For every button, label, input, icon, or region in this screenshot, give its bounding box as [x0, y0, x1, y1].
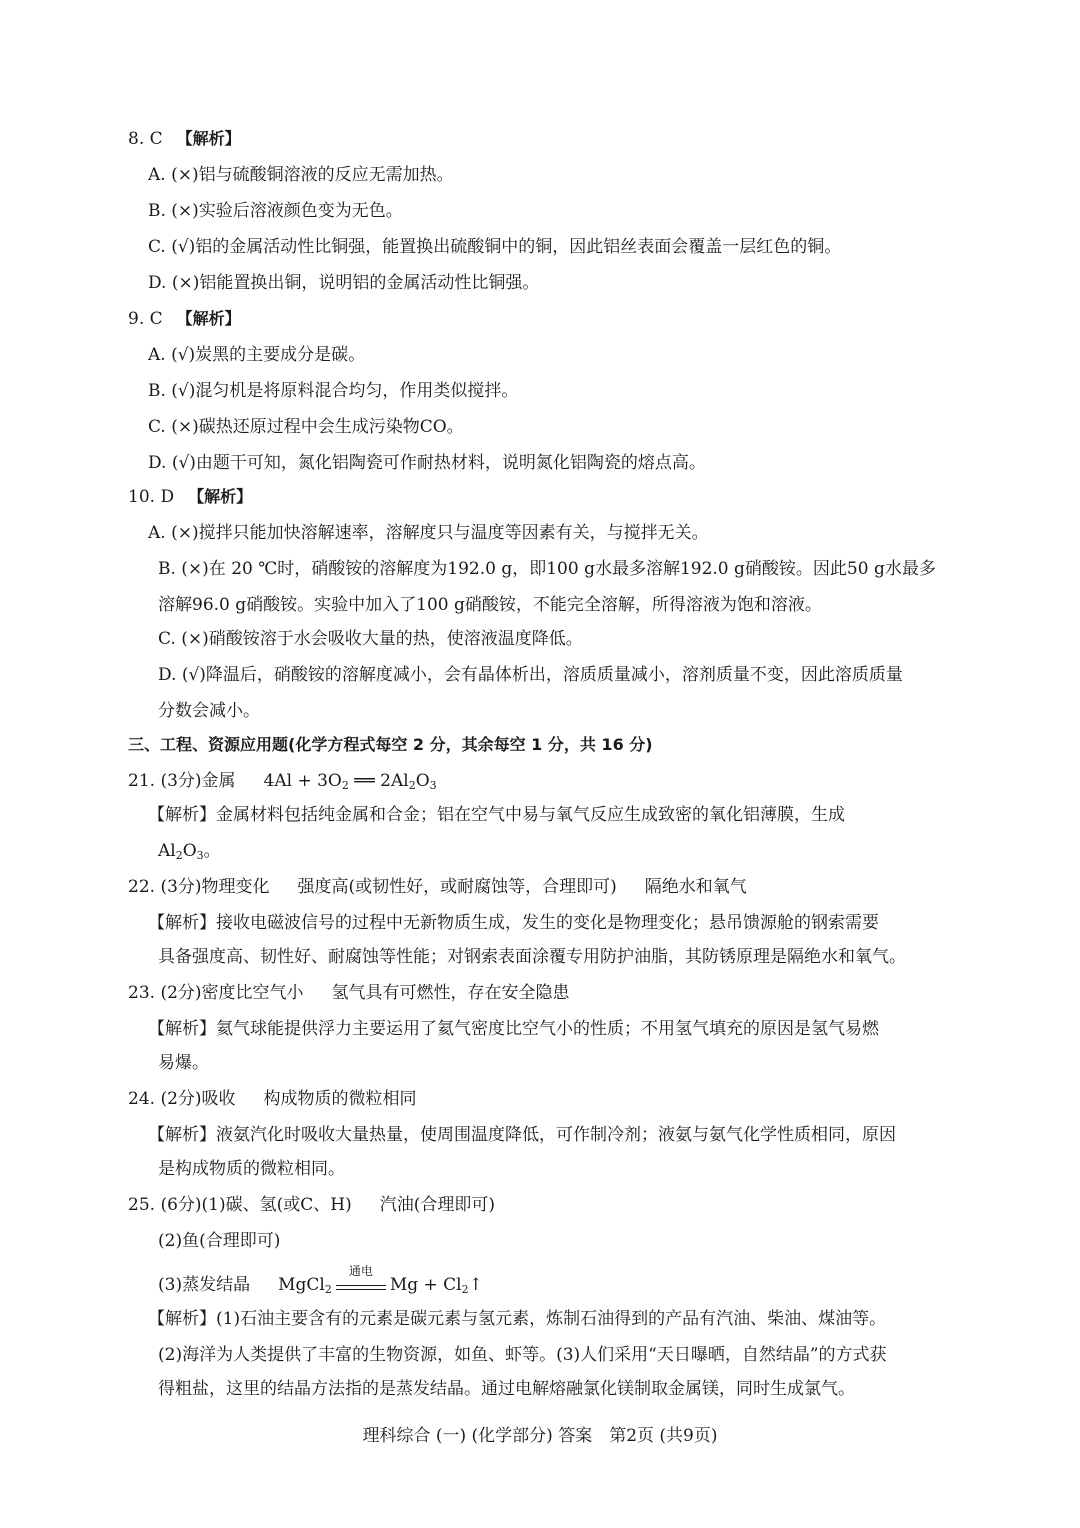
q25-explanation-line1: 【解析】(1)石油主要含有的元素是碳元素与氢元素，炼制石油得到的产品有汽油、柴油、煤油等。 — [148, 1309, 887, 1329]
q23-answer — [128, 981, 570, 1005]
q21-eq-sub1: 2 — [341, 779, 349, 792]
q24-head: 24. (2分)吸收 — [128, 1089, 236, 1109]
q9-answer: 9. C — [128, 309, 163, 329]
q25-answer-2: (2)鱼(合理即可) — [158, 1231, 281, 1251]
q25-head: 25. (6分)(1)碳、氢(或C、H) — [128, 1195, 352, 1215]
q21-eq-right-o: O — [415, 771, 430, 791]
q8-answer: 8. C — [128, 129, 163, 149]
q10-option-d-line1: D. (√)降温后，硝酸铵的溶解度减小，会有晶体析出，溶质质量减小，溶剂质量不变，因此溶质质量 — [158, 665, 903, 685]
q21-eq-left: 4Al + 3O — [263, 771, 342, 791]
q25-eq-sub2: 2 — [461, 1283, 469, 1296]
q25-equation — [278, 1263, 483, 1296]
q25-explanation-line2: (2)海洋为人类提供了丰富的生物资源，如鱼、虾等。(3)人们采用“天日曝晒，自然结晶”的方式获 — [158, 1345, 887, 1365]
q22-explanation-line1: 【解析】接收电磁波信号的过程中无新物质生成，发生的变化是物理变化；悬吊馈源舱的钢索需要 — [148, 913, 879, 933]
q25-answer-3-text: (3)蒸发结晶 — [158, 1275, 251, 1295]
q25-eq-condition-sign — [336, 1263, 386, 1298]
q10-option-d-line2: 分数会减小。 — [158, 701, 260, 721]
q24-explanation-line1: 【解析】液氨汽化时吸收大量热量，使周围温度降低，可作制冷剂；液氨与氨气化学性质相同，原因 — [148, 1125, 896, 1145]
q21-eq-sub3: 3 — [429, 779, 437, 792]
q10-option-c: C. (×)硝酸铵溶于水会吸收大量的热，使溶液温度降低。 — [158, 629, 583, 649]
q21-exp-o: O — [182, 841, 197, 861]
q25-answer — [128, 1193, 495, 1217]
q10-option-b-line1: B. (×)在 20 ℃时，硝酸铵的溶解度为192.0 g，即100 g水最多溶解192.0 g硝酸铵。因此50 g水最多 — [158, 559, 936, 579]
q25-eq-right: Mg + Cl — [389, 1275, 462, 1295]
q21-eq-sub2: 2 — [408, 779, 416, 792]
q23-head: 23. (2分)密度比空气小 — [128, 983, 304, 1003]
q25-eq-gas-arrow: ↑ — [468, 1275, 483, 1295]
q25-eq-mgcl: MgCl — [278, 1275, 325, 1295]
q10-option-b-line2: 溶解96.0 g硝酸铵。实验中加入了100 g硝酸铵，不能完全溶解，所得溶液为饱和溶液。 — [158, 595, 822, 615]
q9-header — [128, 307, 241, 331]
q9-option-c: C. (×)碳热还原过程中会生成污染物CO。 — [148, 417, 464, 437]
q22-answer-2: 强度高(或韧性好，或耐腐蚀等，合理即可) — [297, 877, 617, 897]
q25-answer-1b: 汽油(合理即可) — [379, 1195, 495, 1215]
q10-answer: 10. D — [128, 487, 175, 507]
q25-answer-3 — [158, 1263, 483, 1298]
section-3-heading: 三、工程、资源应用题(化学方程式每空 2 分，其余每空 1 分，共 16 分) — [128, 735, 653, 754]
q21-eq-sign: ══ — [354, 771, 375, 791]
q21-exp-sub1: 2 — [175, 849, 183, 862]
q22-answer-3: 隔绝水和氧气 — [644, 877, 747, 897]
q25-eq-condition: 通电 — [348, 1263, 373, 1278]
q23-answer-2: 氢气具有可燃性，存在安全隐患 — [331, 983, 570, 1003]
q25-explanation-line3: 得粗盐，这里的结晶方法指的是蒸发结晶。通过电解熔融氯化镁制取金属镁，同时生成氯气。 — [158, 1379, 855, 1399]
q21-explanation-line1: 【解析】金属材料包括纯金属和合金；铝在空气中易与氧气反应生成致密的氧化铝薄膜，生成 — [148, 805, 845, 825]
q24-answer — [128, 1087, 417, 1111]
q21-equation — [264, 771, 437, 791]
q9-option-a: A. (√)炭黑的主要成分是碳。 — [148, 345, 366, 365]
q10-header — [128, 485, 252, 509]
q8-option-d: D. (×)铝能置换出铜，说明铝的金属活动性比铜强。 — [148, 273, 540, 293]
q10-option-a: A. (×)搅拌只能加快溶解速率，溶解度只与温度等因素有关，与搅拌无关。 — [148, 523, 709, 543]
q9-analysis-tag: 【解析】 — [176, 309, 241, 328]
q21-exp-period: 。 — [203, 841, 221, 861]
q22-head: 22. (3分)物理变化 — [128, 877, 270, 897]
q24-answer-2: 构成物质的微粒相同 — [263, 1089, 417, 1109]
q23-explanation-line1: 【解析】氦气球能提供浮力主要运用了氦气密度比空气小的性质；不用氢气填充的原因是氢气易燃 — [148, 1019, 879, 1039]
q8-header — [128, 127, 241, 151]
q21-eq-right: 2Al — [380, 771, 409, 791]
q10-analysis-tag: 【解析】 — [188, 487, 253, 506]
q21-answer — [128, 769, 437, 793]
q8-analysis-tag: 【解析】 — [176, 129, 241, 148]
q25-eq-sub1: 2 — [324, 1283, 332, 1296]
q8-option-b: B. (×)实验后溶液颜色变为无色。 — [148, 201, 403, 221]
q9-option-b: B. (√)混匀机是将原料混合均匀，作用类似搅拌。 — [148, 381, 519, 401]
q21-head: 21. (3分)金属 — [128, 771, 236, 791]
q22-explanation-line2: 具备强度高、韧性好、耐腐蚀等性能；对钢索表面涂覆专用防护油脂，其防锈原理是隔绝水和氧气。 — [158, 947, 906, 967]
q21-exp-al: Al — [158, 841, 176, 861]
q23-explanation-line2: 易爆。 — [158, 1053, 209, 1073]
q21-exp-sub2: 3 — [196, 849, 204, 862]
q22-answer — [128, 875, 747, 899]
q21-explanation-line2 — [158, 839, 221, 863]
page-footer: 理科综合 (一) (化学部分) 答案 第2页 (共9页) — [362, 1426, 718, 1446]
q8-option-a: A. (×)铝与硫酸铜溶液的反应无需加热。 — [148, 165, 454, 185]
q9-option-d: D. (√)由题干可知，氮化铝陶瓷可作耐热材料，说明氮化铝陶瓷的熔点高。 — [148, 453, 706, 473]
q24-explanation-line2: 是构成物质的微粒相同。 — [158, 1159, 345, 1179]
q8-option-c: C. (√)铝的金属活动性比铜强，能置换出硫酸铜中的铜，因此铝丝表面会覆盖一层红色的铜。 — [148, 237, 842, 257]
